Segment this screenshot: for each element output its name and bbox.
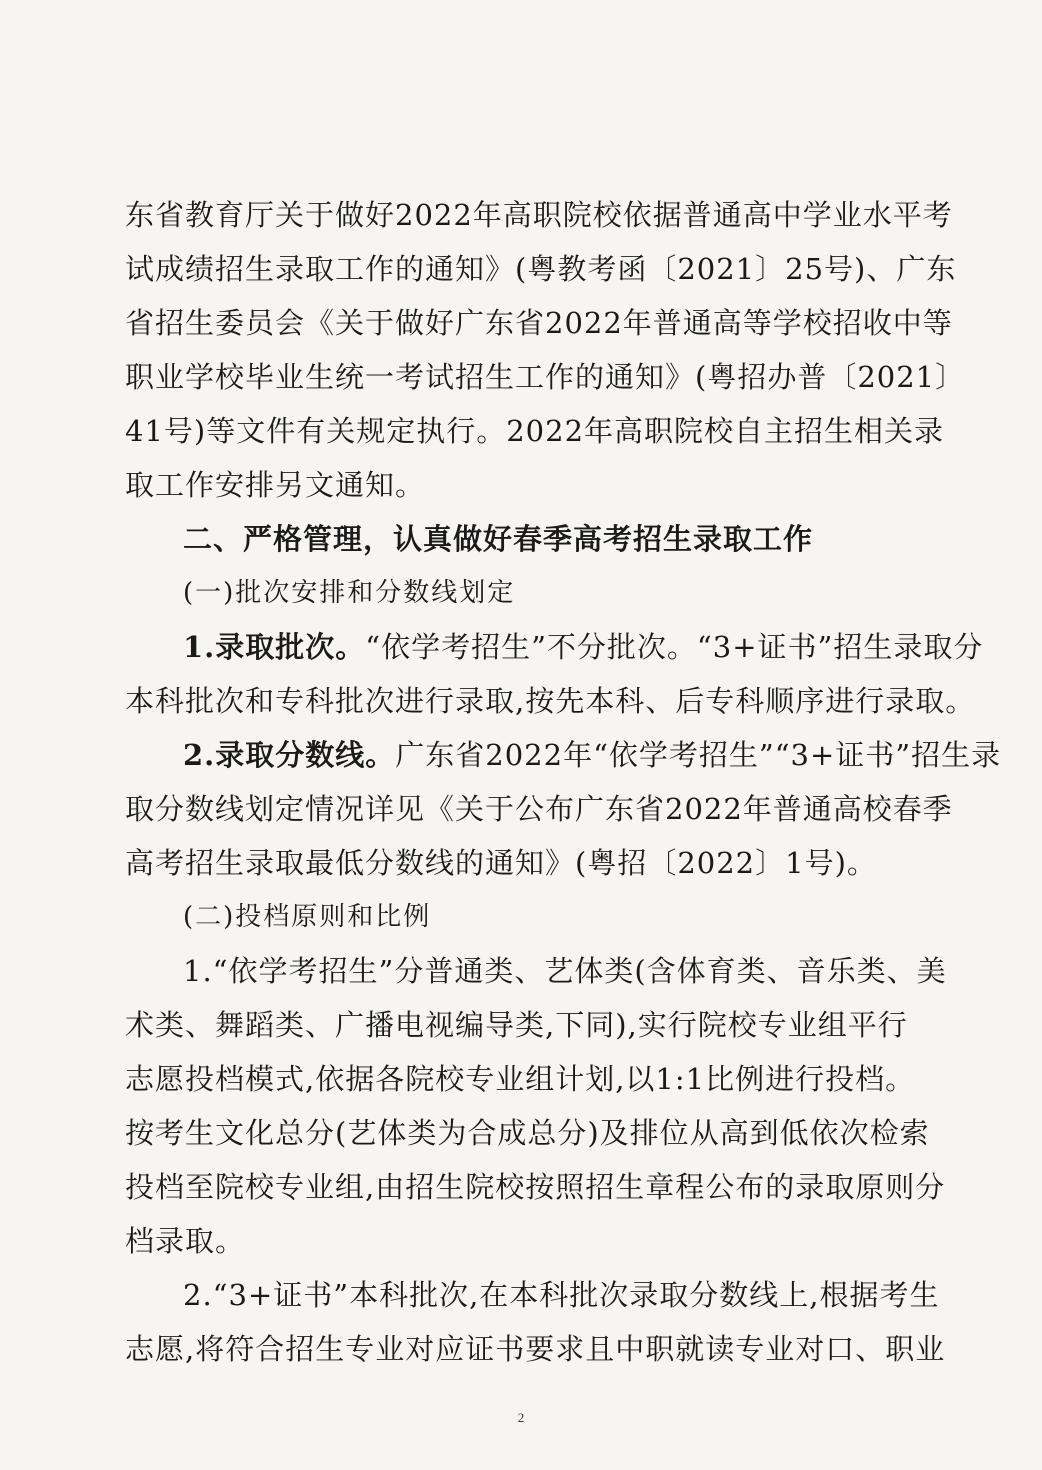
item-line xyxy=(183,628,984,666)
body-line: 试成绩招生录取工作的通知》(粤教考函〔2021〕25号)、广东 xyxy=(125,252,957,286)
body-line: 志愿,将符合招生专业对应证书要求且中职就读专业对口、职业 xyxy=(125,1332,946,1366)
body-line: 41号)等文件有关规定执行。2022年高职院校自主招生相关录 xyxy=(125,414,945,448)
body-line: 2.“3+证书”本科批次,在本科批次录取分数线上,根据考生 xyxy=(183,1278,940,1312)
body-line: 术类、舞蹈类、广播电视编导类,下同),实行院校专业组平行 xyxy=(125,1008,908,1042)
item-label: 1.录取批次。 xyxy=(183,630,366,664)
body-line: 职业学校毕业生统一考试招生工作的通知》(粤招办普〔2021〕 xyxy=(125,360,966,394)
body-line: 本科批次和专科批次进行录取,按先本科、后专科顺序进行录取。 xyxy=(125,684,976,718)
body-line: 省招生委员会《关于做好广东省2022年普通高等学校招收中等 xyxy=(125,306,953,340)
body-line: 按考生文化总分(艺体类为合成总分)及排位从高到低依次检索 xyxy=(125,1116,930,1150)
body-line: 档录取。 xyxy=(125,1224,246,1258)
item-text: 广东省2022年“依学考招生”“3+证书”招生录 xyxy=(395,738,1002,772)
item-label: 2.录取分数线。 xyxy=(183,738,396,772)
item-text: “依学考招生”不分批次。“3+证书”招生录取分 xyxy=(365,630,984,664)
body-line: 投档至院校专业组,由招生院校按照招生章程公布的录取原则分 xyxy=(125,1170,946,1204)
body-line: 取工作安排另文通知。 xyxy=(125,468,426,502)
body-line: 志愿投档模式,依据各院校专业组计划,以1:1比例进行投档。 xyxy=(125,1062,916,1096)
section-heading: 二、严格管理，认真做好春季高考招生录取工作 xyxy=(183,522,814,556)
subsection-heading: (二)投档原则和比例 xyxy=(183,902,432,932)
page-number: 2 xyxy=(517,1410,525,1425)
body-line: 高考招生录取最低分数线的通知》(粤招〔2022〕1号)。 xyxy=(125,846,877,880)
item-line xyxy=(183,736,1002,774)
subsection-heading: (一)批次安排和分数线划定 xyxy=(183,578,516,608)
body-line: 东省教育厅关于做好2022年高职院校依据普通高中学业水平考 xyxy=(125,198,953,232)
body-line: 1.“依学考招生”分普通类、艺体类(含体育类、音乐类、美 xyxy=(183,954,947,988)
body-line: 取分数线划定情况详见《关于公布广东省2022年普通高校春季 xyxy=(125,792,953,826)
